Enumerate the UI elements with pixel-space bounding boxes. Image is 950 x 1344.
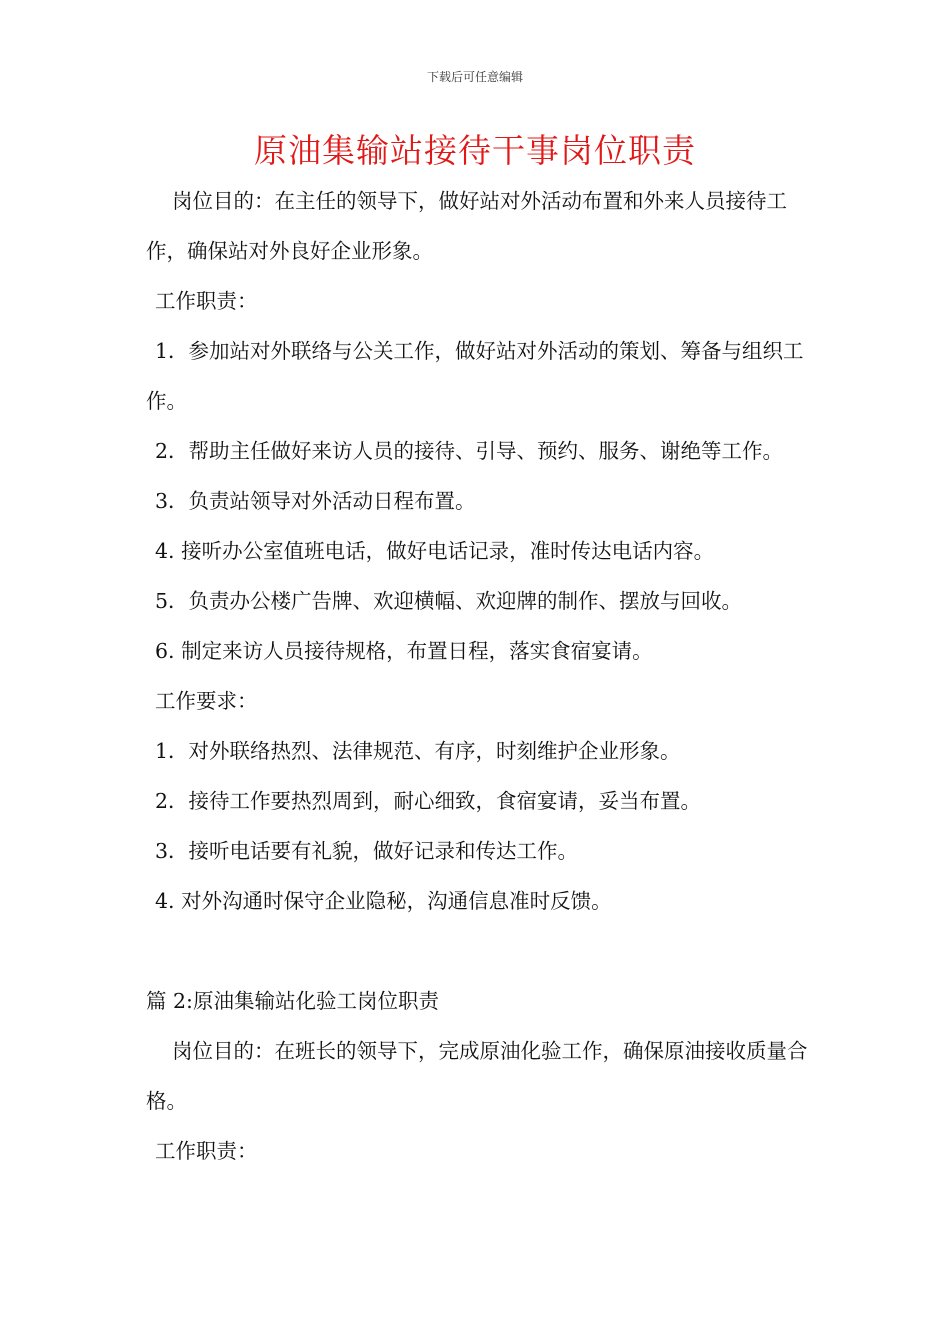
header-note: 下载后可任意编辑 — [426, 70, 523, 84]
requirements-heading: 工作要求： — [155, 689, 258, 713]
duty-item: 2．帮助主任做好来访人员的接待、引导、预约、服务、谢绝等工作。 — [155, 439, 784, 463]
duties-heading: 工作职责： — [155, 289, 258, 313]
section2-heading: 篇 2:原油集输站化验工岗位职责 — [146, 989, 439, 1013]
section-spacer — [146, 926, 808, 976]
duty-item: 6. 制定来访人员接待规格，布置日程，落实食宿宴请。 — [155, 639, 653, 663]
requirement-item: 3．接听电话要有礼貌，做好记录和传达工作。 — [155, 839, 579, 863]
duty-item: 4. 接听办公室值班电话，做好电话记录，准时传达电话内容。 — [155, 539, 715, 563]
document-title: 原油集输站接待干事岗位职责 — [254, 131, 696, 170]
duty-item: 5．负责办公楼广告牌、欢迎横幅、欢迎牌的制作、摆放与回收。 — [155, 589, 743, 613]
purpose-paragraph: 岗位目的：在主任的领导下，做好站对外活动布置和外来人员接待工作，确保站对外良好企业形象。 — [146, 189, 787, 263]
document-body — [146, 176, 808, 1176]
requirement-item: 4. 对外沟通时保守企业隐秘，沟通信息准时反馈。 — [155, 889, 612, 913]
requirement-item: 1．对外联络热烈、法律规范、有序，时刻维护企业形象。 — [155, 739, 681, 763]
duty-item: 3．负责站领导对外活动日程布置。 — [155, 489, 476, 513]
section2-purpose-paragraph: 岗位目的：在班长的领导下，完成原油化验工作，确保原油接收质量合格。 — [146, 1039, 808, 1113]
requirement-item: 2．接待工作要热烈周到，耐心细致，食宿宴请，妥当布置。 — [155, 789, 702, 813]
section2-duties-heading: 工作职责： — [155, 1139, 258, 1163]
duty-item: 1．参加站对外联络与公关工作，做好站对外活动的策划、筹备与组织工作。 — [146, 339, 804, 413]
